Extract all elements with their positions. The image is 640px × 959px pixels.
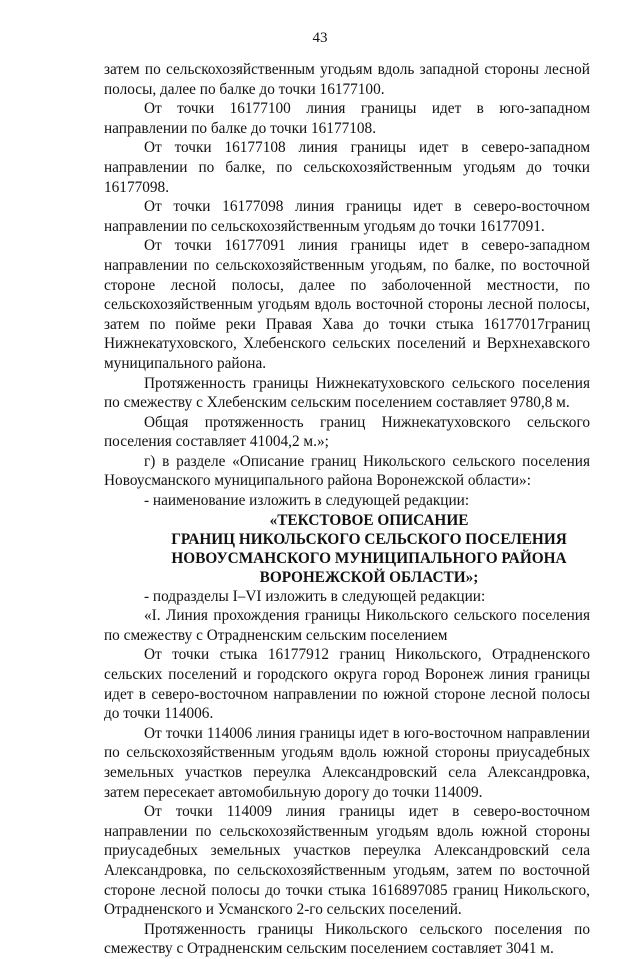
paragraph: От точки 114009 линия границы идет в северо-восточном направлении по сельскохозяйственным угодьям вдоль южной стороны приусадебных земельных участков переулка Александровский села Александровка, по сельскохозяйственным угодьям, затем по восточной стороне лесной полосы до точки стыка 1616897085 границ Никольского, Отрадненского и Усманского 2-го сельских поселений. xyxy=(104,803,590,919)
section-heading xyxy=(104,511,590,587)
heading-line: НОВОУСМАНСКОГО МУНИЦИПАЛЬНОГО РАЙОНА xyxy=(171,549,567,567)
page-number: 43 xyxy=(312,30,328,46)
paragraph: Общая протяженность границ Нижнекатуховского сельского поселения составляет 41004,2 м.»; xyxy=(104,413,590,451)
paragraph: От точки 16177108 линия границы идет в северо-западном направлении по балке, по сельскохозяйственным угодьям до точки 16177098. xyxy=(104,139,590,196)
paragraph: От точки 114006 линия границы идет в юго-восточном направлении по сельскохозяйственным угодьям вдоль южной стороны приусадебных земельных участков переулка Александровский села Александровка, затем пересекает автомобильную дорогу до точки 114009. xyxy=(104,724,590,801)
heading-line: ГРАНИЦ НИКОЛЬСКОГО СЕЛЬСКОГО ПОСЕЛЕНИЯ xyxy=(171,530,567,548)
paragraph: От точки 16177091 линия границы идет в северо-западном направлении по сельскохозяйственным угодьям, по балке, по восточной стороне лесной полосы, далее по заболоченной местности, по сельскохозяйственным угодьям вдоль восточной стороны лесной полосы, затем по пойме реки Правая Хава до точки стыка 16177017границ Нижнекатуховского, Хлебенского сельских поселений и Верхнехавского муниципального района. xyxy=(104,237,590,372)
paragraph: г) в разделе «Описание границ Никольского сельского поселения Новоусманского муниципального района Воронежской области»: xyxy=(104,452,590,490)
text-block-bottom xyxy=(104,587,590,959)
paragraph: - подразделы I–VI изложить в следующей редакции: xyxy=(144,587,486,605)
paragraph: затем по сельскохозяйственным угодьям вдоль западной стороны лесной полосы, далее по балке до точки 16177100. xyxy=(104,61,590,98)
heading-line: «ТЕКСТОВОЕ ОПИСАНИЕ xyxy=(269,511,469,529)
paragraph: От точки 16177100 линия границы идет в юго-западном направлении по балке до точки 16177108. xyxy=(104,100,590,137)
text-block-top xyxy=(104,60,590,511)
paragraph: От точки 16177098 линия границы идет в северо-восточном направлении по сельскохозяйственным угодьям до точки 16177091. xyxy=(104,198,590,235)
paragraph: От точки стыка 16177912 границ Никольского, Отрадненского сельских поселений и городского округа город Воронеж линия границы идет в северо-восточном направлении по южной стороне лесной полосы до точки 114006. xyxy=(104,646,590,723)
heading-line: ВОРОНЕЖСКОЙ ОБЛАСТИ»; xyxy=(259,568,479,586)
paragraph: Протяженность границы Никольского сельского поселения по смежеству с Отрадненским сельским поселением составляет 3041 м. xyxy=(104,920,590,958)
paragraph: - наименование изложить в следующей редакции: xyxy=(144,492,470,510)
paragraph: «I. Линия прохождения границы Никольского сельского поселения по смежеству с Отрадненским сельским поселением xyxy=(104,607,590,644)
paragraph: Протяженность границы Нижнекатуховского сельского поселения по смежеству с Хлебенским сельским поселением составляет 9780,8 м. xyxy=(104,374,590,412)
page-content xyxy=(104,60,590,959)
